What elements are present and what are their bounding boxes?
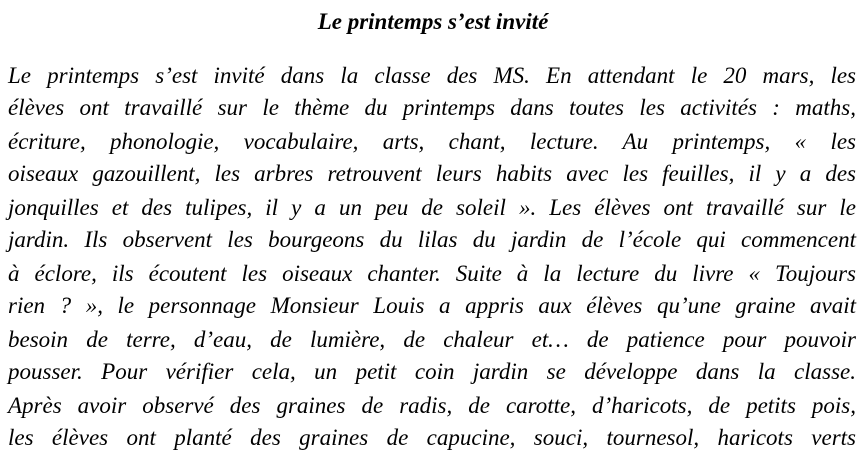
paragraph-line: à éclore, ils écoutent les oiseaux chanter. Suite à la lecture du livre « Toujours bbox=[8, 261, 856, 286]
paragraph-line: jonquilles et des tulipes, il y a un peu de soleil ». Les élèves ont travaillé sur le bbox=[8, 195, 856, 220]
paragraph-line: Après avoir observé des graines de radis, de carotte, d’haricots, de petits pois, bbox=[8, 393, 856, 418]
paragraph-line: Le printemps s’est invité dans la classe des MS. En attendant le 20 mars, les bbox=[8, 63, 856, 88]
paragraph-line: pousser. Pour vérifier cela, un petit coin jardin se développe dans la classe. bbox=[8, 359, 856, 384]
paragraph-line: les élèves ont planté des graines de capucine, souci, tournesol, haricots verts bbox=[8, 425, 856, 450]
paragraph-line: rien ? », le personnage Monsieur Louis a appris aux élèves qu’une graine avait bbox=[8, 293, 856, 318]
paragraph-line: besoin de terre, d’eau, de lumière, de chaleur et… de patience pour pouvoir bbox=[8, 327, 856, 352]
paragraph-line: écriture, phonologie, vocabulaire, arts, chant, lecture. Au printemps, « les bbox=[8, 129, 856, 154]
paragraph-line: jardin. Ils observent les bourgeons du lilas du jardin de l’école qui commencent bbox=[8, 227, 856, 252]
paragraph-line: oiseaux gazouillent, les arbres retrouvent leurs habits avec les feuilles, il y a des bbox=[8, 161, 856, 186]
paragraph-line: élèves ont travaillé sur le thème du printemps dans toutes les activités : maths, bbox=[8, 95, 856, 120]
document-title: Le printemps s’est invité bbox=[317, 9, 549, 34]
